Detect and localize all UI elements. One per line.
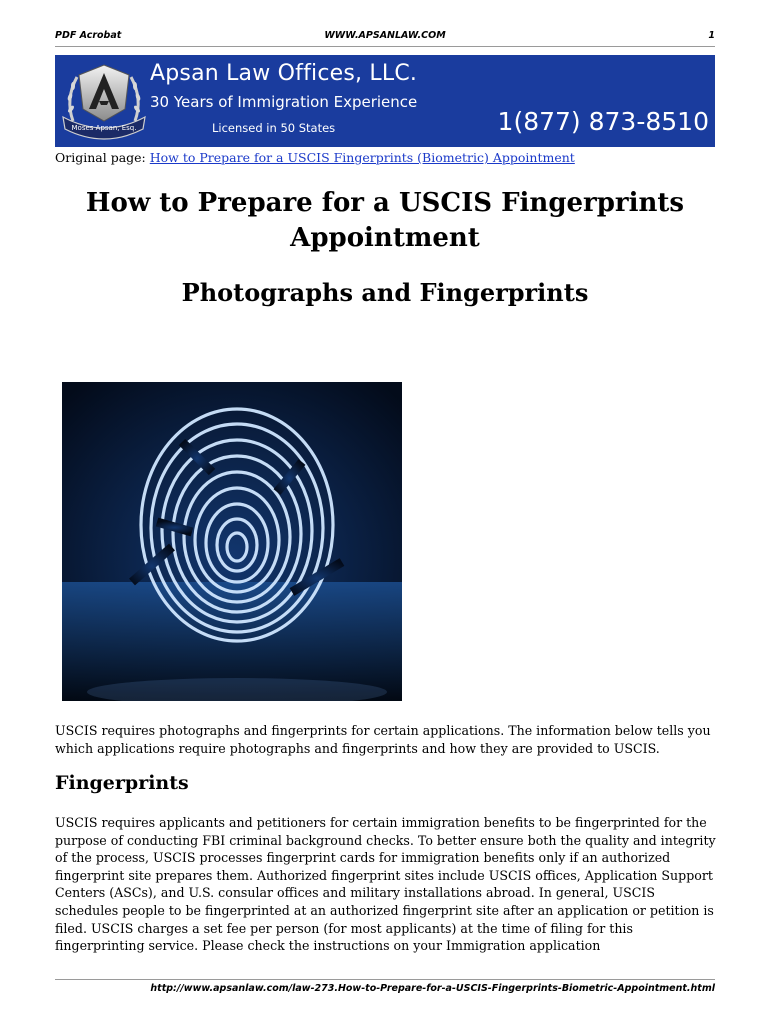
original-page-line [55, 150, 575, 165]
original-page-link[interactable]: How to Prepare for a USCIS Fingerprints (Biometric) Appointment [149, 150, 575, 165]
page-title: How to Prepare for a USCIS Fingerprints Appointment [85, 188, 685, 253]
fingerprints-paragraph: USCIS requires applicants and petitioners for certain immigration benefits to be fingerprinted for the purpose of conducting FBI criminal background checks. To better ensure both the quality and integrity of the process, USCIS processes fingerprint cards for immigration benefits only if an authorized fingerprint site prepares them. Authorized fingerprint sites include USCIS offices, Application Support Centers (ASCs), and U.S. consular offices and military installations abroad. In general, USCIS schedules people to be fingerprinted at an authorized fingerprint site after an application or petition is filed. USCIS charges a set fee per person (for most applicants) at the time of filing for this fingerprinting service. Please check the instructions on your Immigration application [55, 815, 716, 954]
header-app-name: PDF Acrobat [55, 30, 122, 41]
firm-logo-icon [59, 59, 149, 143]
firm-banner[interactable] [55, 55, 715, 147]
footer-divider [55, 979, 715, 980]
firm-licensed: Licensed in 50 States [212, 121, 336, 135]
logo-ribbon-text: Moses Apsan, Esq. [71, 124, 137, 132]
footer-url[interactable]: http://www.apsanlaw.com/law-273.How-to-Prepare-for-a-USCIS-Fingerprints-Biometric-Appointment.html [150, 983, 715, 994]
page-header [55, 28, 715, 44]
fingerprint-image [62, 382, 402, 701]
firm-tagline: 30 Years of Immigration Experience [150, 93, 418, 111]
header-page-number: 1 [708, 30, 715, 41]
original-page-label: Original page: [55, 150, 146, 165]
header-site: WWW.APSANLAW.COM [324, 30, 446, 41]
firm-name: Apsan Law Offices, LLC. [150, 61, 418, 86]
header-divider [55, 46, 715, 47]
section-heading-fingerprints: Fingerprints [55, 772, 189, 794]
intro-paragraph: USCIS requires photographs and fingerprints for certain applications. The information below tells you which applications require photographs and fingerprints and how they are provided to USCIS. [55, 723, 711, 756]
page-subtitle: Photographs and Fingerprints [181, 278, 589, 307]
firm-phone[interactable]: 1(877) 873-8510 [497, 107, 709, 136]
